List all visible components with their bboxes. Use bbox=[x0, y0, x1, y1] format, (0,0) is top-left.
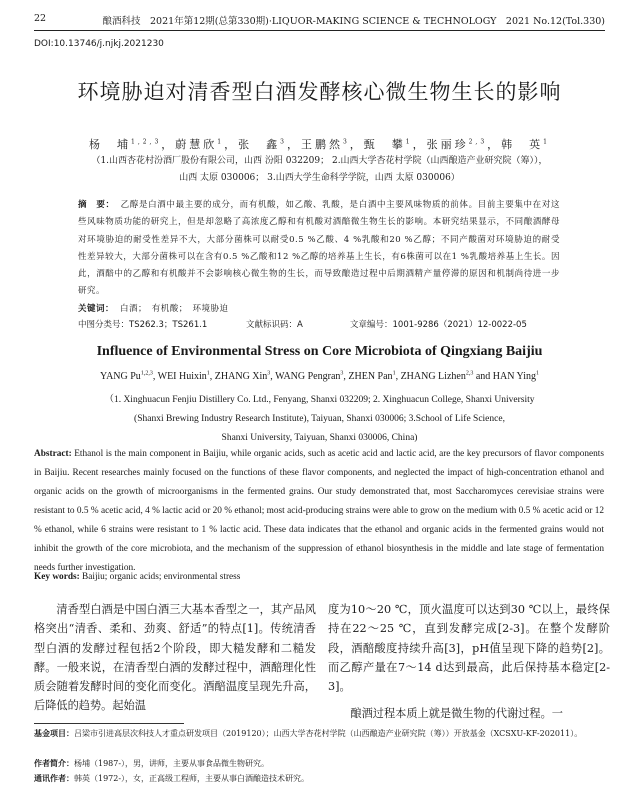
doi[interactable]: DOI:10.13746/j.njkj.2021230 bbox=[34, 39, 164, 49]
footnote-corresponding-label: 通讯作者： bbox=[34, 774, 74, 783]
abstract-en-text: Ethanol is the main component in Baijiu, while organic acids, such as acetic acid and lactic acid, are the key precursors of flavor components in Baijiu. Recent researches mainly focused on the functions of these flavor components, and neglected the impact of high-concentration ethanol and organic acids on the growth of microorganisms in the fermented grains. Our study demonstrated that, most Saccharomyces cerevisiae strains were resistant to 0.5 % acetic acid, 4 % lactic acid or 20 % ethanol; most acid-producing strains were able to grow on the medium with 0.5 % acetic acid or 12 % ethanol, while 6 strains were resistant to 1 % lactic acid. These data indicates that the ethanol and organic acids in the fermented grains would not inhibit the growth of the core microbiota, and the mechanism of the suppression of ethanol biosynthesis in the middle and late stage of fermentation needs further investigation. bbox=[34, 449, 604, 573]
authors-en: YANG Pu$^{1,2,3}$, WEI Huixin$^1$, ZHANG Xin$^3$, WANG Pengran$^3$, ZHEN Pan$^1$, ZHANG Lizhen$^{2,3}$ and HAN Ying$^1$ bbox=[99, 370, 540, 382]
body-paragraph-1: 清香型白酒是中国白酒三大基本香型之一，其产品风格突出“清香、柔和、劲爽、舒适”的特点[1]。传统清香型白酒的发酵过程包括2个阶段，即大糙发酵和二糙发酵。一般来说，在清香型白酒的发酵过程中，酒醅理化性质会随着发酵时间的变化而变化。酒醅温度呈现先升高，后降低的趋势。起始温 bbox=[34, 603, 316, 713]
affiliation-cn-line-2: 山西 太原 030006； 3.山西大学生命科学学院，山西 太原 030006） bbox=[179, 173, 460, 183]
keywords-en bbox=[34, 572, 240, 582]
affiliations-en bbox=[0, 391, 639, 448]
body-column-left bbox=[34, 600, 316, 716]
article-title-en: Influence of Environmental Stress on Core Microbiota of Qingxiang Baijiu bbox=[96, 344, 543, 359]
footnote-funding bbox=[34, 727, 606, 740]
keywords-en-label: Key words: bbox=[34, 572, 80, 582]
header-rule bbox=[34, 30, 605, 31]
keywords-cn-text: 白酒； 有机酸； 环境胁迫 bbox=[120, 303, 229, 314]
abstract-en-label: Abstract: bbox=[34, 449, 72, 459]
footnote-rule bbox=[34, 723, 184, 724]
footnote-author-bio bbox=[34, 757, 606, 770]
running-header bbox=[34, 13, 605, 27]
abstract-cn-label: 摘 要： bbox=[78, 200, 115, 210]
abstract-cn-text: 乙醇是白酒中最主要的成分，而有机酸，如乙酸、乳酸，是白酒中主要风味物质的前体。目前主要集中在对这些风味物质功能的研究上，但是却忽略了高浓度乙醇和有机酸对酒醅微生物生长的影响。本研究结果显示，不同酿酒酵母对环境胁迫的耐受性差异不大，大部分菌株可以耐受0.5 %乙酸、4 %乳酸和20 %乙醇；不同产酸菌对环境胁迫的耐受性差异较大，大部分菌株可以在含有0.5 %乙酸和12 %乙醇的培养基上生长，有6株菌可以在1 %乳酸培养基上生长。因此，酒醅中的乙醇和有机酸并不会影响核心微生物的生长，而导致酿造过程中后期酒精产量停滞的原因和机制尚待进一步研究。 bbox=[78, 200, 560, 297]
abstract-cn bbox=[78, 197, 560, 318]
page-number: 22 bbox=[34, 13, 47, 24]
footnote-corresponding bbox=[34, 772, 606, 785]
authors-cn: 杨 埔$^{1,2,3}$，蔚慧欣$^1$，张 鑫$^3$，王鹏然$^3$，甄 攀$^1$，张丽珍$^{2,3}$，韩 英$^1$ bbox=[89, 138, 550, 151]
footnote-funding-label: 基金项目： bbox=[34, 729, 74, 738]
body-column-right bbox=[328, 600, 610, 724]
body-paragraph-1-continued: 度为10～20 ℃，顶火温度可以达到30 ℃以上，最终保持在22～25 ℃，直到发酵完成[2-3]。在整个发酵阶段，酒醅酸度持续升高[3]，pH值呈现下降的趋势[2]。而乙醇产量在7～14 d达到最高，此后保持基本稳定[2-3]。 bbox=[328, 603, 610, 694]
affiliation-en-line-3: Shanxi University, Taiyuan, Shanxi 030006, China) bbox=[221, 433, 418, 443]
footnote-author-bio-label: 作者简介： bbox=[34, 759, 74, 768]
article-number: 文章编号：1001-9286（2021）12-0022-05 bbox=[350, 320, 527, 330]
abstract-en bbox=[34, 445, 604, 578]
body-paragraph-2: 酿酒过程本质上就是微生物的代谢过程。一 bbox=[350, 707, 563, 721]
affiliation-cn-line-1: （1.山西杏花村汾酒厂股份有限公司，山西 汾阳 032209； 2.山西大学杏花村学院（山西酿造产业研究院（筹））， bbox=[91, 156, 548, 166]
footnote-funding-text: 吕梁市引进高层次科技人才重点研发项目（2019120）；山西大学杏花村学院（山西酿造产业研究院（筹））开放基金（XCSXU-KF-202011）。 bbox=[74, 729, 583, 738]
affiliation-en-line-2: (Shanxi Brewing Industry Research Institute), Taiyuan, Shanxi 030006; 3.School of Life Science, bbox=[134, 414, 505, 424]
footnote-corresponding-text: 韩英（1972-），女，正高级工程师，主要从事白酒酿造技术研究。 bbox=[74, 774, 310, 783]
clc-number: 中图分类号：TS262.3；TS261.1 bbox=[78, 320, 208, 330]
affiliation-en-line-1: （1. Xinghuacun Fenjiu Distillery Co. Ltd., Fenyang, Shanxi 032209; 2. Xinghuacun College, Shanxi University bbox=[104, 395, 535, 405]
keywords-en-text: Baijiu; organic acids; environmental stress bbox=[82, 572, 241, 582]
article-title-cn: 环境胁迫对清香型白酒发酵核心微生物生长的影响 bbox=[77, 80, 562, 104]
running-title: 酿酒科技 2021年第12期(总第330期)·LIQUOR-MAKING SCIENCE & TECHNOLOGY 2021 No.12(Tol.330) bbox=[102, 16, 605, 27]
keywords-cn-label: 关键词： bbox=[78, 303, 115, 314]
footnote-author-bio-text: 杨埔（1987-），男，讲师，主要从事食品微生物研究。 bbox=[74, 759, 270, 768]
document-code: 文献标识码：A bbox=[246, 320, 303, 330]
